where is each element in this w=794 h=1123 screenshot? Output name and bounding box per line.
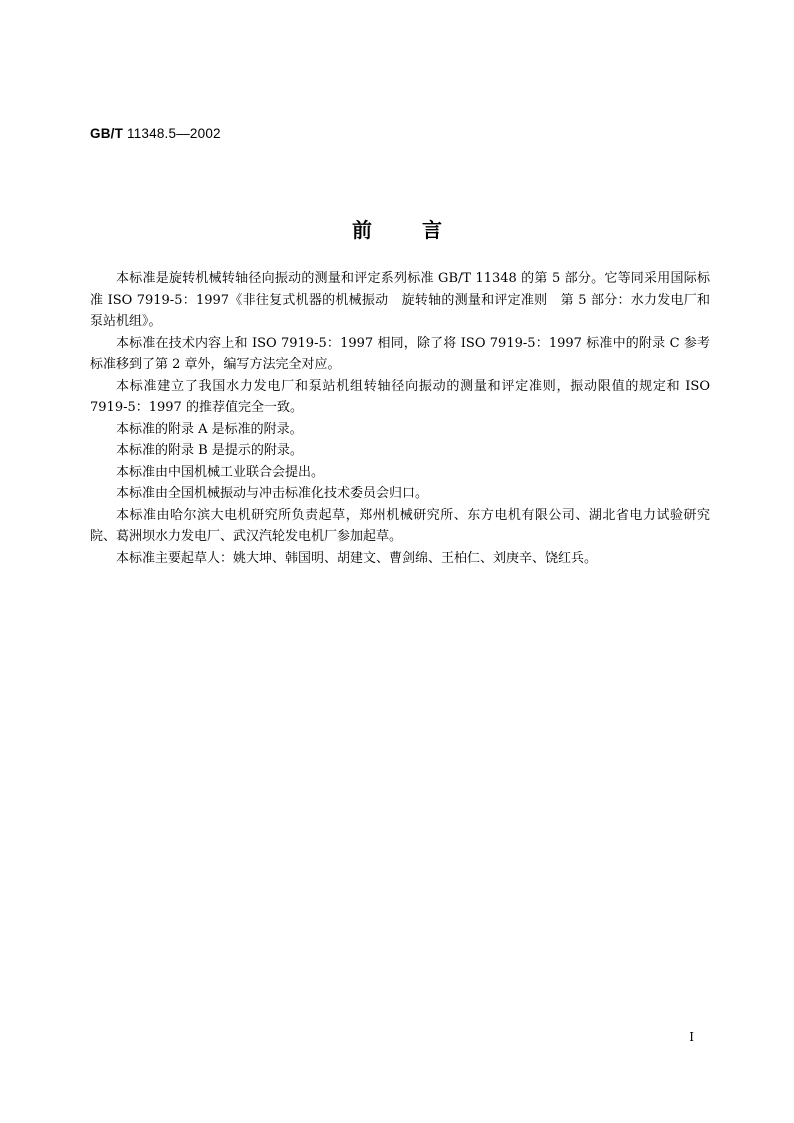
paragraph-drafters: 本标准主要起草人：姚大坤、韩国明、胡建文、曹剑绵、王柏仁、刘庚辛、饶红兵。 — [116, 550, 598, 566]
paragraph-proposed-by: 本标准由中国机械工业联合会提出。 — [116, 464, 325, 480]
page-number: I — [689, 1030, 694, 1044]
standard-number: 11348.5—2002 — [127, 126, 221, 141]
paragraph-criteria: 本标准建立了我国水力发电厂和泵站机组转轴径向振动的测量和评定准则，振动限值的规定和 ISO 7919-5：1997 的推荐值完全一致。 — [90, 378, 710, 415]
paragraph-drafting-units: 本标准由哈尔滨大电机研究所负责起草，郑州机械研究所、东方电机有限公司、湖北省电力试验研究院、葛洲坝水力发电厂、武汉汽轮发电机厂参加起草。 — [90, 507, 710, 544]
foreword-body — [90, 268, 710, 569]
paragraph-scope: 本标准是旋转机械转轴径向振动的测量和评定系列标准 GB/T 11348 的第 5 部分。它等同采用国际标准 ISO 7919-5：1997《非往复式机器的机械振动 旋转轴的测量和评定准则 第 5 部分：水力发电厂和泵站机组》。 — [90, 271, 710, 329]
page-title: 前言 — [352, 218, 492, 242]
standard-code — [90, 126, 221, 141]
paragraph-annex-a: 本标准的附录 A 是标准的附录。 — [116, 421, 303, 437]
paragraph-centralized-by: 本标准由全国机械振动与冲击标准化技术委员会归口。 — [116, 486, 429, 501]
paragraph-annex-b: 本标准的附录 B 是提示的附录。 — [116, 443, 303, 458]
paragraph-technical-equivalence: 本标准在技术内容上和 ISO 7919-5：1997 相同，除了将 ISO 7919-5：1997 标准中的附录 C 参考标准移到了第 2 章外，编写方法完全对应。 — [90, 335, 710, 372]
standard-prefix: GB/T — [90, 126, 124, 141]
